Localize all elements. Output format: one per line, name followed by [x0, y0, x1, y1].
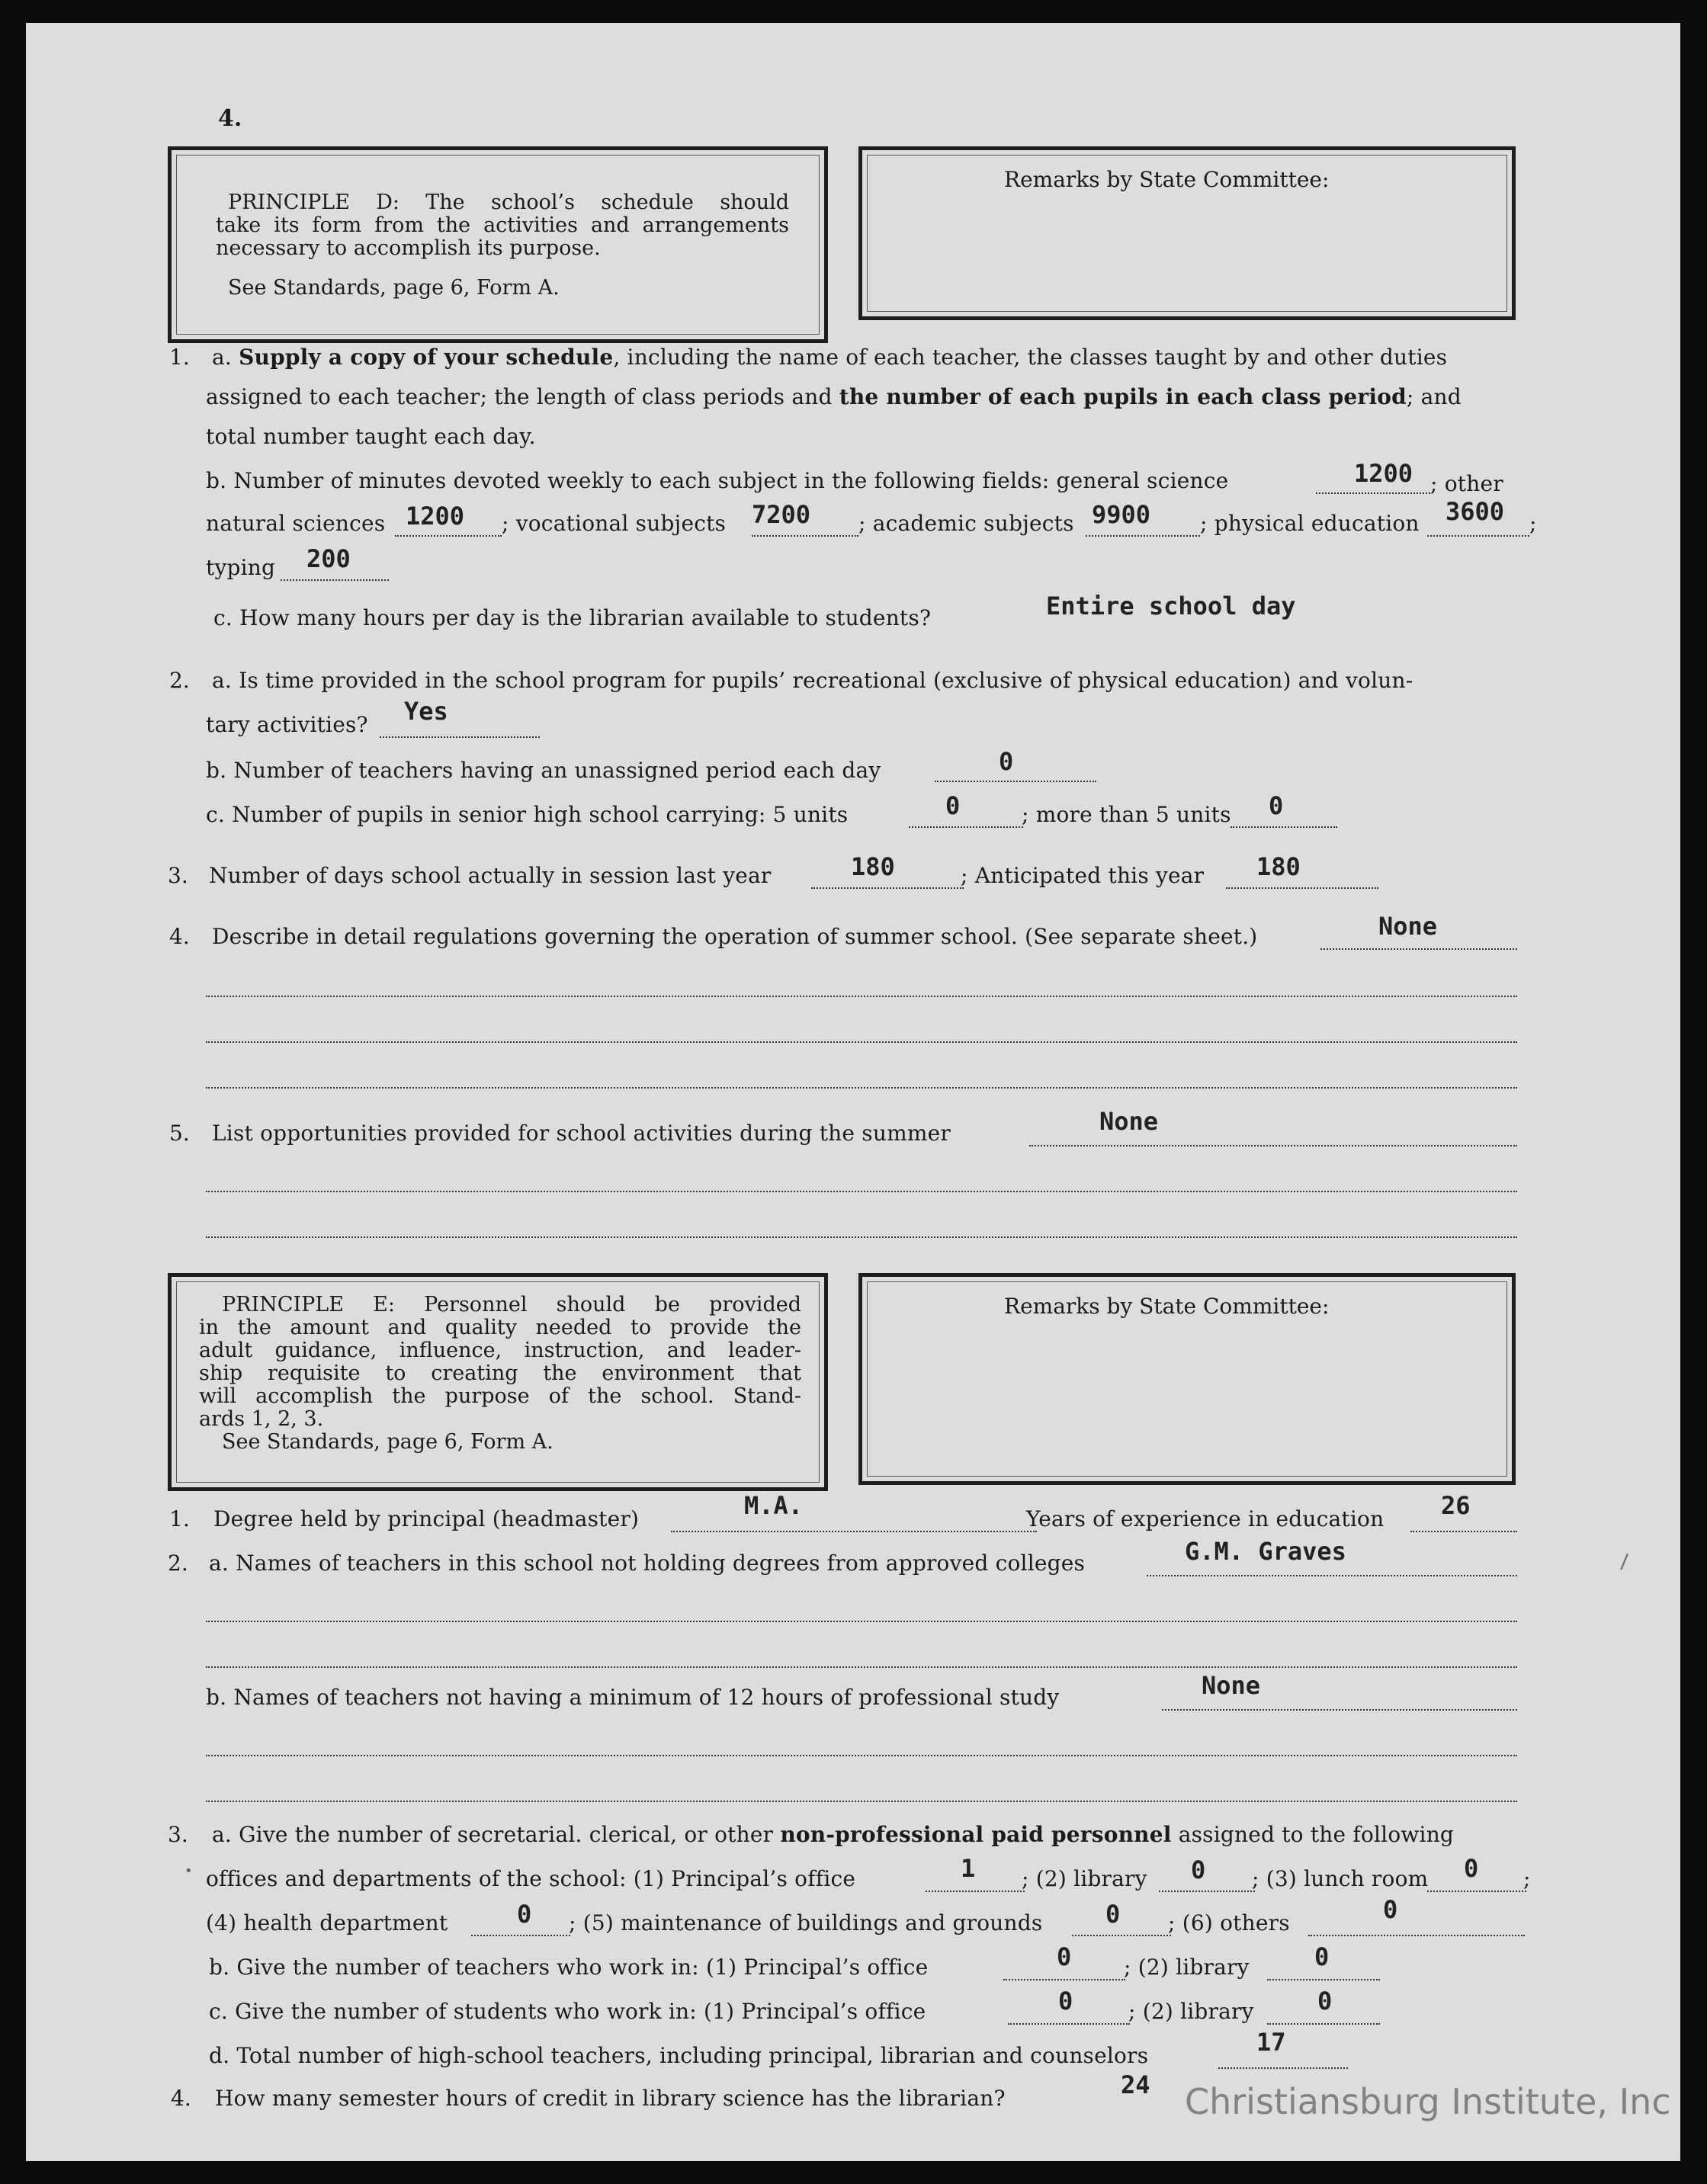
- blank-line-e2a-1: [206, 1621, 1517, 1622]
- value-library-credit: 24: [1121, 2070, 1150, 2099]
- fill-d-total: [1218, 2067, 1348, 2069]
- blank-line-4b: [206, 1041, 1517, 1043]
- principle-e-line-6: ards 1, 2, 3.: [199, 1407, 324, 1431]
- e3-a-line-1-pre: a. Give the number of secretarial. clerical, or other: [212, 1822, 774, 1847]
- value-general-science: 1200: [1354, 459, 1413, 488]
- blank-line-e2b-2: [206, 1801, 1517, 1802]
- fill-recreational: [380, 736, 540, 738]
- section-3-number: 3.: [168, 863, 188, 888]
- section-5-number: 5.: [169, 1121, 190, 1146]
- section-2c-line-b: ; more than 5 units: [1022, 802, 1231, 827]
- principle-d-line-1: PRINCIPLE D: The school’s schedule should: [228, 191, 789, 214]
- fill-a-others: [1308, 1935, 1525, 1936]
- e3-a-line-1-post: assigned to the following: [1178, 1822, 1455, 1847]
- section-2b-line: b. Number of teachers having an unassigned period each day: [206, 758, 881, 783]
- e3-a-line-3-c: ; (6) others: [1168, 1910, 1290, 1935]
- blank-line-4c: [206, 1087, 1517, 1089]
- fill-days-this-year: [1226, 887, 1378, 889]
- fill-general-science: [1316, 492, 1430, 494]
- fill-years: [1410, 1531, 1517, 1532]
- fill-summer-activities: [1029, 1145, 1517, 1147]
- blank-line-e2b-1: [206, 1755, 1517, 1756]
- e3-a-line-2-c: ; (3) lunch room: [1252, 1866, 1429, 1891]
- section-1b-line-2-c: ; academic subjects: [858, 511, 1074, 536]
- e3-a-line-3-b: ; (5) maintenance of buildings and grounds: [569, 1910, 1043, 1935]
- section-1b-line-3: typing: [206, 555, 276, 580]
- section-1c-line: c. How many hours per day is the librarian available to students?: [213, 605, 932, 630]
- blank-line-5a: [206, 1191, 1517, 1192]
- e3-a-line-3-a: (4) health department: [206, 1910, 448, 1935]
- value-degree: M.A.: [744, 1491, 804, 1520]
- fill-teachers-no-degree: [1147, 1575, 1517, 1576]
- e3-a-line-2-b: ; (2) library: [1022, 1866, 1147, 1891]
- value-academic: 9900: [1092, 500, 1151, 529]
- watermark-text: Christiansburg Institute, Inc: [1185, 2081, 1671, 2122]
- section-1a-line-2-post: ; and: [1406, 384, 1462, 409]
- fill-a-library: [1159, 1891, 1255, 1892]
- e4-line: How many semester hours of credit in library science has the librarian?: [215, 2086, 1006, 2111]
- remarks-label-d: Remarks by State Committee:: [1004, 167, 1330, 192]
- section-1a-line-1: [212, 345, 1447, 370]
- section-1a-rest: , including the name of each teacher, the classes taught by and other duties: [613, 345, 1448, 370]
- e3-a-line-2-a: offices and departments of the school: (1) Principal’s office: [206, 1866, 856, 1891]
- section-1b-line-2-a: natural sciences: [206, 511, 386, 536]
- value-days-last-year: 180: [851, 852, 895, 881]
- value-librarian-hours: Entire school day: [1046, 592, 1296, 621]
- fill-more-than-five: [1231, 826, 1337, 828]
- e1-number: 1.: [169, 1506, 190, 1531]
- value-b-library: 0: [1314, 1942, 1330, 1971]
- margin-tick-mark: \: [1614, 1551, 1635, 1573]
- fill-unassigned: [935, 781, 1096, 782]
- stray-mark: •: [184, 1863, 193, 1879]
- value-unassigned: 0: [999, 747, 1014, 776]
- section-1a-line-2: [206, 384, 1462, 409]
- blank-line-4a: [206, 996, 1517, 997]
- section-4-number: 4.: [169, 924, 190, 949]
- section-5-line: List opportunities provided for school activities during the summer: [212, 1121, 951, 1146]
- principle-e-line-5: will accomplish the purpose of the school. Stand-: [199, 1384, 801, 1408]
- fill-c-principal: [1008, 2023, 1130, 2025]
- value-c-library: 0: [1317, 1987, 1333, 2016]
- e3-a-line-1-bold: non-professional paid personnel: [780, 1822, 1172, 1847]
- fill-academic: [1086, 535, 1200, 537]
- e1-line-a: Degree held by principal (headmaster): [213, 1506, 640, 1531]
- fill-vocational: [752, 535, 858, 537]
- principle-e-line-2: in the amount and quality needed to provide the: [199, 1316, 801, 1339]
- section-1b-line-2-d: ; physical education: [1200, 511, 1420, 536]
- value-vocational: 7200: [752, 500, 811, 529]
- value-days-this-year: 180: [1256, 852, 1301, 881]
- e3-a-line-2-end: ;: [1523, 1866, 1531, 1891]
- section-2-number: 2.: [169, 668, 190, 693]
- remarks-label-e: Remarks by State Committee:: [1004, 1294, 1330, 1319]
- value-typing: 200: [306, 544, 351, 573]
- principle-d-line-4: See Standards, page 6, Form A.: [228, 276, 560, 300]
- section-2a-line-2: tary activities?: [206, 712, 368, 737]
- section-1b-line-1-end: ; other: [1430, 471, 1503, 496]
- value-a-library: 0: [1191, 1855, 1206, 1884]
- e3-b-line-b: ; (2) library: [1124, 1955, 1250, 1980]
- e3-c-line-a: c. Give the number of students who work in: (1) Principal’s office: [209, 1999, 926, 2024]
- section-3-line-b: ; Anticipated this year: [961, 863, 1205, 888]
- value-c-principal: 0: [1058, 1987, 1073, 2016]
- section-1a-line-3: total number taught each day.: [206, 424, 536, 449]
- fill-physical-education: [1427, 535, 1529, 537]
- value-a-others: 0: [1383, 1895, 1398, 1924]
- fill-natural-sciences: [395, 535, 502, 537]
- fill-a-lunch: [1427, 1891, 1526, 1892]
- value-summer-activities: None: [1099, 1107, 1159, 1136]
- fill-a-maintenance: [1072, 1935, 1171, 1936]
- e3-a-line-1: [212, 1822, 1454, 1847]
- fill-a-health: [471, 1935, 570, 1936]
- value-a-principal: 1: [961, 1854, 976, 1883]
- remarks-box-e: [858, 1273, 1516, 1485]
- value-teachers-no-study: None: [1202, 1671, 1261, 1700]
- e3-number: 3.: [168, 1822, 188, 1847]
- value-summer-school: None: [1378, 912, 1438, 941]
- value-a-lunch: 0: [1464, 1854, 1479, 1883]
- document-page: [26, 23, 1680, 2161]
- fill-b-principal: [1003, 1979, 1125, 1980]
- fill-c-library: [1267, 2023, 1380, 2025]
- blank-line-e2a-2: [206, 1666, 1517, 1668]
- value-a-health: 0: [517, 1900, 532, 1929]
- e2-a-line: a. Names of teachers in this school not holding degrees from approved colleges: [209, 1551, 1086, 1576]
- page-number: 4.: [218, 105, 242, 132]
- remarks-box-d: [858, 146, 1516, 320]
- fill-degree: [671, 1531, 1037, 1532]
- value-recreational: Yes: [404, 697, 448, 726]
- e1-line-b: Years of experience in education: [1026, 1506, 1385, 1531]
- value-b-principal: 0: [1057, 1942, 1072, 1971]
- fill-days-last-year: [811, 887, 964, 889]
- fill-summer-school: [1320, 948, 1517, 950]
- value-five-units: 0: [945, 791, 961, 820]
- principle-d-line-2: take its form from the activities and arrangements: [216, 213, 789, 237]
- value-more-than-five: 0: [1269, 791, 1284, 820]
- value-d-total: 17: [1256, 2028, 1286, 2057]
- e2-number: 2.: [168, 1551, 188, 1576]
- value-a-maintenance: 0: [1105, 1900, 1121, 1929]
- fill-five-units: [909, 826, 1023, 828]
- blank-line-5b: [206, 1236, 1517, 1238]
- section-4-line: Describe in detail regulations governing the operation of summer school. (See separate sheet.): [212, 924, 1258, 949]
- section-1b-line-2-end: ;: [1529, 511, 1537, 536]
- section-1a-label: a.: [212, 345, 232, 370]
- fill-a-principal: [926, 1891, 1025, 1892]
- section-1b-line-1: b. Number of minutes devoted weekly to each subject in the following fields: general science: [206, 468, 1229, 493]
- section-1b-line-2-b: ; vocational subjects: [502, 511, 727, 536]
- value-physical-education: 3600: [1445, 497, 1505, 526]
- value-natural-sciences: 1200: [406, 502, 465, 531]
- section-3-line-a: Number of days school actually in session last year: [209, 863, 772, 888]
- section-1a-bold: Supply a copy of your schedule: [239, 345, 614, 370]
- e3-b-line-a: b. Give the number of teachers who work in: (1) Principal’s office: [209, 1955, 929, 1980]
- section-1a-line-2-pre: assigned to each teacher; the length of class periods and: [206, 384, 833, 409]
- principle-e-line-1: PRINCIPLE E: Personnel should be provided: [222, 1293, 801, 1316]
- e3-c-line-b: ; (2) library: [1128, 1999, 1254, 2024]
- principle-e-line-3: adult guidance, influence, instruction, and leader-: [199, 1339, 801, 1362]
- principle-e-box: [168, 1273, 828, 1491]
- section-1a-line-2-bold: the number of each pupils in each class period: [839, 384, 1407, 409]
- e3-d-line: d. Total number of high-school teachers, including principal, librarian and counselors: [209, 2043, 1149, 2068]
- fill-b-library: [1267, 1979, 1380, 1980]
- e4-number: 4.: [171, 2086, 191, 2111]
- fill-typing: [281, 579, 389, 581]
- principle-d-box: [168, 146, 828, 343]
- value-years: 26: [1441, 1491, 1471, 1520]
- principle-e-line-7: See Standards, page 6, Form A.: [222, 1430, 553, 1454]
- value-teachers-no-degree: G.M. Graves: [1185, 1537, 1346, 1566]
- e2-b-line: b. Names of teachers not having a minimum of 12 hours of professional study: [206, 1685, 1060, 1710]
- principle-d-line-3: necessary to accomplish its purpose.: [216, 236, 601, 260]
- section-1-number: 1.: [169, 345, 190, 370]
- section-2a-line-1: a. Is time provided in the school program for pupils’ recreational (exclusive of physical education) and volun-: [212, 668, 1413, 693]
- principle-e-line-4: ship requisite to creating the environment that: [199, 1361, 801, 1385]
- fill-teachers-no-study: [1162, 1709, 1517, 1711]
- section-2c-line-a: c. Number of pupils in senior high school carrying: 5 units: [206, 802, 849, 827]
